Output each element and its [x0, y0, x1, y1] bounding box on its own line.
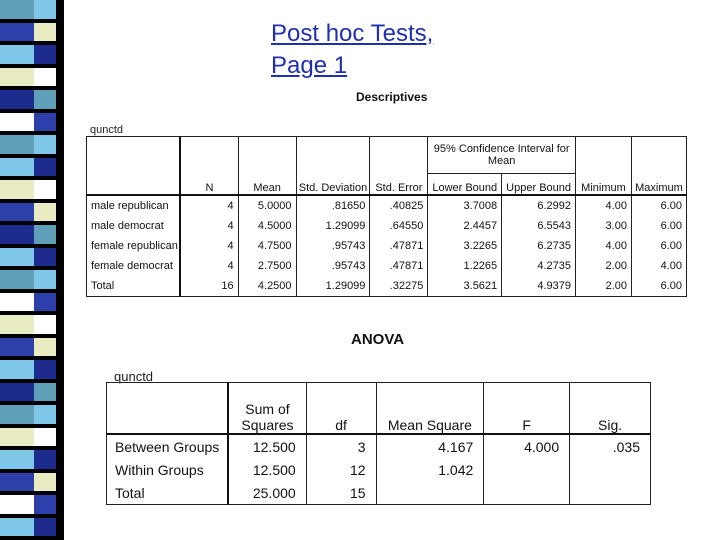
stripe-square — [0, 225, 64, 244]
header-maximum: Maximum — [631, 137, 686, 196]
cell-sig: .035 — [570, 434, 651, 458]
stripe-square-band — [56, 293, 64, 312]
stripe-square-band — [56, 405, 64, 424]
decorative-stripe — [0, 0, 64, 540]
stripe-square-inner — [34, 135, 56, 154]
stripe-square — [0, 90, 64, 109]
stripe-square — [0, 68, 64, 87]
stripe-square-inner — [34, 225, 56, 244]
anova-title: ANOVA — [351, 331, 405, 348]
cell-mean-square — [376, 481, 484, 505]
cell-df: 3 — [306, 434, 376, 458]
cell-sum-of-squares: 12.500 — [228, 434, 306, 458]
cell-std-error: .64550 — [370, 216, 428, 236]
stripe-square — [0, 405, 64, 424]
stripe-square — [0, 428, 64, 447]
cell-df: 12 — [306, 458, 376, 481]
cell-minimum: 2.00 — [576, 256, 632, 276]
stripe-square — [0, 495, 64, 514]
row-label: male democrat — [87, 216, 181, 236]
cell-sum-of-squares: 12.500 — [228, 458, 306, 481]
row-label: Within Groups — [107, 458, 229, 481]
row-label: Total — [87, 276, 181, 297]
cell-minimum: 4.00 — [576, 236, 632, 256]
cell-mean: 4.2500 — [238, 276, 296, 297]
header-std-deviation: Std. Deviation — [296, 137, 370, 196]
header-df: df — [306, 383, 376, 435]
cell-std-deviation: .81650 — [296, 195, 370, 216]
stripe-square — [0, 293, 64, 312]
header-std-error: Std. Error — [370, 137, 428, 196]
cell-n: 4 — [180, 216, 238, 236]
cell-std-deviation: .95743 — [296, 236, 370, 256]
cell-mean-square: 1.042 — [376, 458, 484, 481]
stripe-square-inner — [34, 68, 56, 87]
cell-std-error: .47871 — [370, 256, 428, 276]
stripe-square-inner — [34, 0, 56, 19]
cell-upper-bound: 4.2735 — [502, 256, 576, 276]
cell-maximum: 6.00 — [631, 236, 686, 256]
cell-mean: 4.5000 — [238, 216, 296, 236]
row-label: female democrat — [87, 256, 181, 276]
stripe-square-inner — [34, 473, 56, 492]
stripe-square-band — [56, 383, 64, 402]
stripe-square — [0, 113, 64, 132]
cell-minimum: 4.00 — [576, 195, 632, 216]
stripe-square-band — [56, 45, 64, 64]
cell-minimum: 3.00 — [576, 216, 632, 236]
cell-sig — [570, 458, 651, 481]
stripe-square-inner — [34, 383, 56, 402]
stripe-square-band — [56, 180, 64, 199]
stripe-square-inner — [34, 90, 56, 109]
stripe-square-band — [56, 473, 64, 492]
stripe-square — [0, 473, 64, 492]
stripe-square-inner — [34, 158, 56, 177]
cell-upper-bound: 6.2992 — [502, 195, 576, 216]
row-label: Between Groups — [107, 434, 229, 458]
descriptives-table — [86, 136, 687, 297]
row-label: male republican — [87, 195, 181, 216]
stripe-square-band — [56, 428, 64, 447]
cell-lower-bound: 3.2265 — [428, 236, 502, 256]
cell-mean: 4.7500 — [238, 236, 296, 256]
stripe-square — [0, 23, 64, 42]
stripe-square — [0, 338, 64, 357]
stripe-square-band — [56, 68, 64, 87]
stripe-square-band — [56, 23, 64, 42]
cell-n: 4 — [180, 195, 238, 216]
cell-upper-bound: 6.2735 — [502, 236, 576, 256]
stripe-square — [0, 203, 64, 222]
table-row — [87, 256, 687, 276]
stripe-square-band — [56, 203, 64, 222]
cell-upper-bound: 6.5543 — [502, 216, 576, 236]
header-sum-of-squares: Sum of Squares — [228, 383, 306, 435]
stripe-square-inner — [34, 518, 56, 537]
stripe-square-inner — [34, 113, 56, 132]
stripe-square-inner — [34, 315, 56, 334]
stripe-square-band — [56, 113, 64, 132]
anova-corner-cell — [107, 383, 229, 435]
cell-n: 16 — [180, 276, 238, 297]
stripe-square-inner — [34, 293, 56, 312]
cell-n: 4 — [180, 256, 238, 276]
stripe-square-inner — [34, 495, 56, 514]
stripe-square-inner — [34, 338, 56, 357]
stripe-square — [0, 270, 64, 289]
cell-f — [484, 458, 570, 481]
stripe-square — [0, 0, 64, 19]
stripe-square-band — [56, 0, 64, 19]
cell-f — [484, 481, 570, 505]
cell-sum-of-squares: 25.000 — [228, 481, 306, 505]
table-row — [87, 276, 687, 297]
anova-dependent-label: qunctd — [114, 369, 154, 384]
descriptives-title: Descriptives — [356, 90, 428, 104]
stripe-square-band — [56, 338, 64, 357]
stripe-square-inner — [34, 248, 56, 267]
stripe-square — [0, 248, 64, 267]
stripe-square-inner — [34, 450, 56, 469]
stripe-square-inner — [34, 405, 56, 424]
table-row — [87, 216, 687, 236]
header-minimum: Minimum — [576, 137, 632, 196]
cell-minimum: 2.00 — [576, 276, 632, 297]
stripe-square-inner — [34, 360, 56, 379]
row-label: Total — [107, 481, 229, 505]
stripe-square-band — [56, 158, 64, 177]
stripe-square — [0, 383, 64, 402]
stripe-square-band — [56, 90, 64, 109]
cell-sig — [570, 481, 651, 505]
table-row — [107, 458, 651, 481]
stripe-square-inner — [34, 270, 56, 289]
cell-n: 4 — [180, 236, 238, 256]
cell-std-deviation: 1.29099 — [296, 276, 370, 297]
stripe-square — [0, 315, 64, 334]
anova-table — [106, 382, 651, 505]
cell-std-deviation: 1.29099 — [296, 216, 370, 236]
stripe-square — [0, 158, 64, 177]
header-confidence-interval: 95% Confidence Interval for Mean — [428, 137, 576, 174]
cell-maximum: 6.00 — [631, 276, 686, 297]
header-mean-square: Mean Square — [376, 383, 484, 435]
stripe-square — [0, 45, 64, 64]
cell-std-error: .40825 — [370, 195, 428, 216]
stripe-square-band — [56, 518, 64, 537]
cell-df: 15 — [306, 481, 376, 505]
header-sig: Sig. — [570, 383, 651, 435]
slide-title-line2: Page 1 — [271, 52, 348, 79]
cell-maximum: 6.00 — [631, 216, 686, 236]
stripe-square-band — [56, 360, 64, 379]
cell-mean-square: 4.167 — [376, 434, 484, 458]
stripe-square-band — [56, 495, 64, 514]
cell-lower-bound: 3.7008 — [428, 195, 502, 216]
header-f: F — [484, 383, 570, 435]
cell-maximum: 6.00 — [631, 195, 686, 216]
stripe-square-inner — [34, 180, 56, 199]
stripe-square — [0, 360, 64, 379]
cell-mean: 5.0000 — [238, 195, 296, 216]
cell-std-error: .32275 — [370, 276, 428, 297]
table-row — [87, 195, 687, 216]
header-mean: Mean — [238, 137, 296, 196]
table-row — [107, 434, 651, 458]
stripe-square-band — [56, 248, 64, 267]
cell-lower-bound: 1.2265 — [428, 256, 502, 276]
descriptives-corner-cell — [87, 137, 181, 196]
stripe-square-inner — [34, 45, 56, 64]
stripe-square-band — [56, 450, 64, 469]
table-row — [87, 236, 687, 256]
stripe-square — [0, 135, 64, 154]
row-label: female republican — [87, 236, 181, 256]
cell-mean: 2.7500 — [238, 256, 296, 276]
header-n: N — [180, 137, 238, 196]
header-upper-bound: Upper Bound — [502, 174, 576, 196]
cell-f: 4.000 — [484, 434, 570, 458]
cell-upper-bound: 4.9379 — [502, 276, 576, 297]
stripe-square-band — [56, 135, 64, 154]
stripe-square — [0, 180, 64, 199]
descriptives-dependent-label: qunctd — [90, 124, 124, 136]
cell-maximum: 4.00 — [631, 256, 686, 276]
stripe-square-band — [56, 270, 64, 289]
stripe-square-band — [56, 315, 64, 334]
cell-std-deviation: .95743 — [296, 256, 370, 276]
stripe-square-inner — [34, 428, 56, 447]
stripe-square-inner — [34, 203, 56, 222]
cell-lower-bound: 2.4457 — [428, 216, 502, 236]
cell-lower-bound: 3.5621 — [428, 276, 502, 297]
slide-title-line1: Post hoc Tests, — [271, 20, 434, 47]
table-row — [107, 481, 651, 505]
header-lower-bound: Lower Bound — [428, 174, 502, 196]
cell-std-error: .47871 — [370, 236, 428, 256]
stripe-square — [0, 450, 64, 469]
stripe-square-band — [56, 225, 64, 244]
stripe-square-inner — [34, 23, 56, 42]
slide-title — [271, 18, 433, 82]
stripe-square — [0, 518, 64, 537]
